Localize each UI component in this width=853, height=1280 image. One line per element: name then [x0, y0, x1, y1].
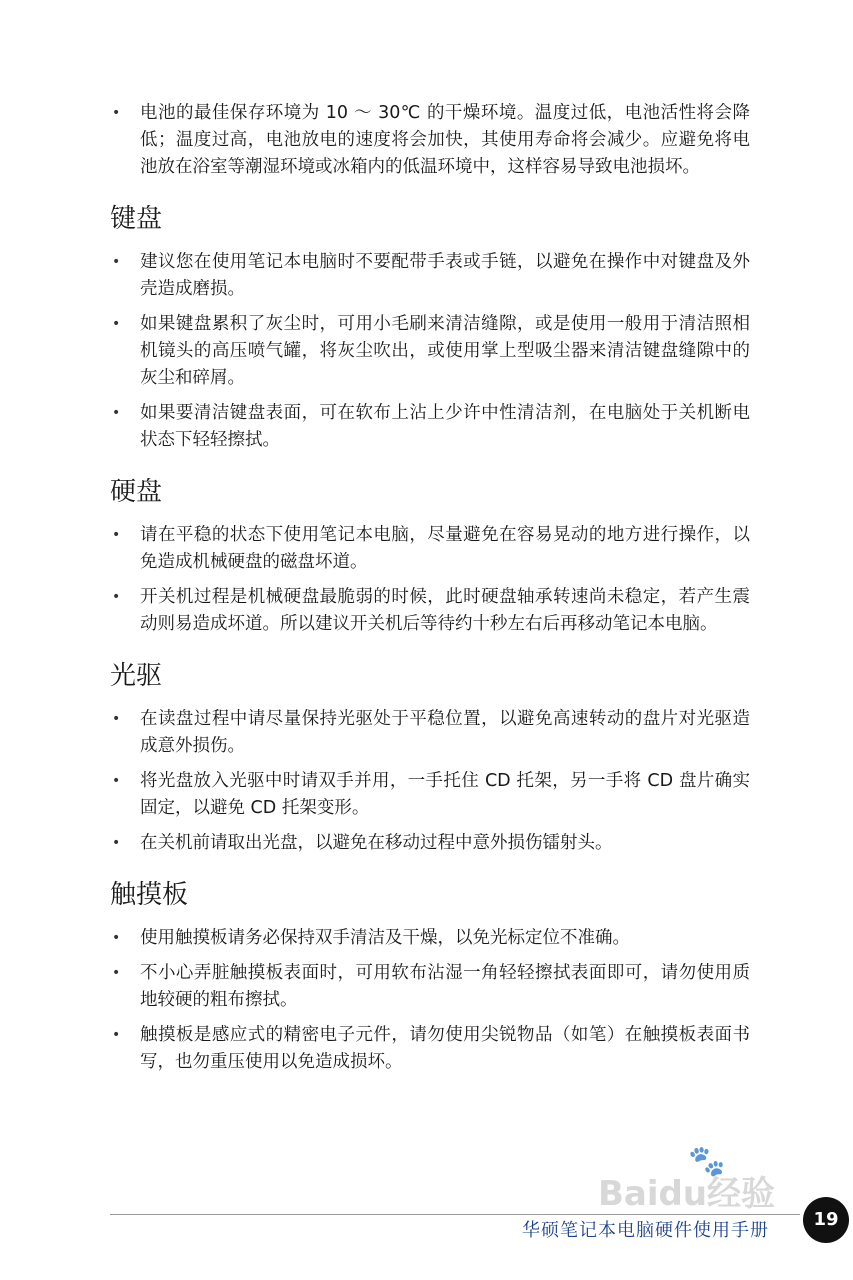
list-item-text: 如果键盘累积了灰尘时，可用小毛刷来清洁缝隙，或是使用一般用于清洁照相机镜头的高压喷气罐，将灰尘吹出，或使用掌上型吸尘器来清洁键盘缝隙中的灰尘和碎屑。 [140, 314, 750, 388]
section-list-hard-disk [110, 522, 750, 638]
list-item [110, 311, 750, 392]
section-title-optical-drive: 光驱 [110, 661, 163, 691]
bullet-icon: • [112, 711, 121, 727]
bullet-icon: • [112, 316, 121, 332]
list-item-text: 开关机过程是机械硬盘最脆弱的时候，此时硬盘轴承转速尚未稳定，若产生震动则易造成坏道。所以建议开关机后等待约十秒左右后再移动笔记本电脑。 [140, 587, 750, 634]
section-list-keyboard [110, 249, 750, 454]
list-item [110, 830, 750, 857]
list-item-text: 电池的最佳保存环境为 10 ～ 30℃ 的干燥环境。温度过低，电池活性将会降低；温度过高，电池放电的速度将会加快，其使用寿命将会减少。应避免将电池放在浴室等潮湿环境或冰箱内的低温环境中，这样容易导致电池损坏。 [140, 103, 750, 177]
list-item-text: 使用触摸板请务必保持双手清洁及干燥，以免光标定位不准确。 [140, 928, 630, 948]
list-item [110, 960, 750, 1014]
list-item [110, 768, 750, 822]
list-item [110, 1022, 750, 1076]
page-content [110, 100, 750, 1084]
section-title-keyboard: 键盘 [110, 204, 163, 234]
bullet-icon: • [112, 589, 121, 605]
list-item-text: 触摸板是感应式的精密电子元件，请勿使用尖锐物品（如笔）在触摸板表面书写，也勿重压使用以免造成损坏。 [140, 1025, 750, 1072]
bullet-icon: • [112, 773, 121, 789]
list-item-text: 如果要清洁键盘表面，可在软布上沾上少许中性清洁剂，在电脑处于关机断电状态下轻轻擦拭。 [140, 403, 750, 450]
list-item-text: 请在平稳的状态下使用笔记本电脑，尽量避免在容易晃动的地方进行操作，以免造成机械硬盘的磁盘坏道。 [140, 525, 750, 572]
section-list-touchpad [110, 925, 750, 1076]
section-list-optical-drive [110, 706, 750, 857]
list-item-text: 建议您在使用笔记本电脑时不要配带手表或手链，以避免在操作中对键盘及外壳造成磨损。 [140, 252, 750, 299]
page-number-badge: 19 [803, 1197, 849, 1243]
list-item [110, 100, 750, 181]
section-title-hard-disk: 硬盘 [110, 477, 163, 507]
list-item [110, 249, 750, 303]
bullet-icon: • [112, 835, 121, 851]
bullet-icon: • [112, 527, 121, 543]
list-item-text: 在读盘过程中请尽量保持光驱处于平稳位置，以避免高速转动的盘片对光驱造成意外损伤。 [140, 709, 750, 756]
list-item [110, 584, 750, 638]
list-item-text: 不小心弄脏触摸板表面时，可用软布沾湿一角轻轻擦拭表面即可，请勿使用质地较硬的粗布擦拭。 [140, 963, 750, 1010]
bullet-icon: • [112, 965, 121, 981]
bullet-icon: • [112, 930, 121, 946]
bullet-icon: • [112, 105, 121, 121]
baidu-watermark [598, 1144, 808, 1214]
intro-list [110, 100, 750, 181]
list-item [110, 925, 750, 952]
list-item [110, 400, 750, 454]
footer-divider [110, 1214, 800, 1215]
bullet-icon: • [112, 1027, 121, 1043]
bullet-icon: • [112, 254, 121, 270]
paw-icon: 🐾 [688, 1144, 726, 1179]
bullet-icon: • [112, 405, 121, 421]
list-item-text: 将光盘放入光驱中时请双手并用，一手托住 CD 托架，另一手将 CD 盘片确实固定，以避免 CD 托架变形。 [140, 771, 750, 818]
section-title-touchpad: 触摸板 [110, 880, 189, 910]
watermark-text: Baidu经验 [598, 1174, 776, 1214]
footer-title: 华硕笔记本电脑硬件使用手册 [522, 1220, 769, 1241]
list-item-text: 在关机前请取出光盘，以避免在移动过程中意外损伤镭射头。 [140, 833, 613, 853]
list-item [110, 522, 750, 576]
list-item [110, 706, 750, 760]
